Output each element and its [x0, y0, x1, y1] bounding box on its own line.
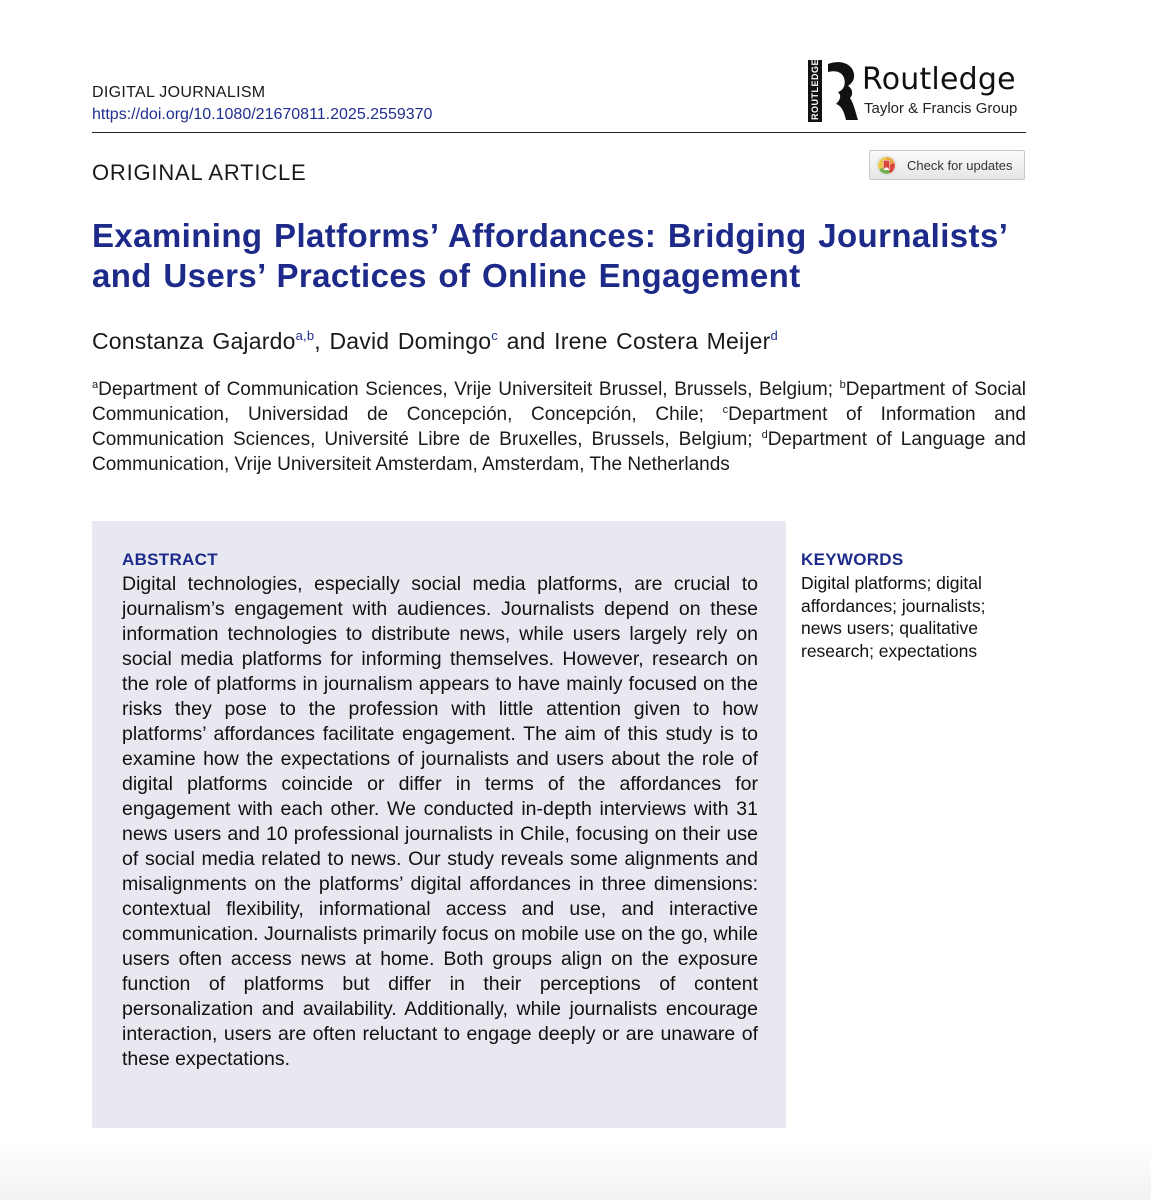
- affiliation-text: Department of Communication Sciences, Vrije Universiteit Brussel, Brussels, Belgium;: [98, 379, 840, 400]
- header-divider: [92, 132, 1026, 133]
- routledge-head-icon: [824, 60, 860, 122]
- keywords-heading: KEYWORDS: [801, 550, 904, 569]
- check-for-updates-button[interactable]: [869, 150, 1025, 180]
- publisher-logo: [808, 60, 1030, 124]
- page-bottom-edge: [0, 1140, 1151, 1200]
- affiliation-mark: c: [722, 404, 729, 416]
- check-updates-icon: [876, 155, 897, 176]
- affiliation-text: Department of Language and Communication, Vrije Universiteit Amsterdam, Amsterdam, The Netherlands: [92, 429, 1027, 475]
- author-affil-mark[interactable]: d: [770, 328, 778, 343]
- abstract-text: Digital technologies, especially social media platforms, are crucial to journalism’s engagement with audiences. Journalists depend on these information technologies to distribute news, while users largely rely on social media platforms for informing themselves. However, research on the role of platforms in journalism appears to have mainly focused on the risks they pose to the profession with little attention given to how platforms’ affordances facilitate engagement. The aim of this study is to examine how the expectations of journalists and users about the role of digital platforms coincide or differ in terms of the affordances for engagement with each other. We conducted in-depth interviews with 31 news users and 10 professional journalists in Chile, focusing on their use of social media related to news. Our study reveals some alignments and misalignments on the platforms’ digital affordances in three dimensions: contextual flexibility, informational access and use, and interactive communication. Journalists primarily focus on mobile use on the go, while users often access news at home. Both groups align on the exposure function of platforms but differ in their perceptions of content personalization and availability. Additionally, while journalists encourage interaction, users are often reluctant to engage deeply or are unaware of these expectations.: [122, 573, 758, 1070]
- affiliations: [92, 377, 1026, 477]
- publisher-name: Routledge: [862, 62, 1016, 97]
- logo-spine-text: ROUTLEDGE: [810, 58, 820, 120]
- journal-name: DIGITAL JOURNALISM: [92, 84, 266, 101]
- affiliation-text: Department of Information and Communication Sciences, Université Libre de Bruxelles, Brussels, Belgium;: [92, 404, 1026, 450]
- article-title: Examining Platforms’ Affordances: Bridging Journalists’ and Users’ Practices of Online Engagement: [92, 217, 1007, 294]
- author-affil-mark[interactable]: a,b: [295, 328, 315, 343]
- author-name[interactable]: Constanza Gajardo: [92, 328, 296, 354]
- check-updates-label: Check for updates: [907, 158, 1013, 173]
- affiliation-mark: d: [761, 429, 768, 441]
- author-name[interactable]: Irene Costera Meijer: [554, 328, 771, 354]
- author-name[interactable]: David Domingo: [329, 328, 492, 354]
- publisher-group: Taylor & Francis Group: [864, 100, 1018, 117]
- article-type: ORIGINAL ARTICLE: [92, 160, 307, 185]
- keywords-text: Digital platforms; digital affordances; journalists; news users; qualitative research; expectations: [801, 573, 986, 662]
- author-affil-mark[interactable]: c: [491, 328, 498, 343]
- affiliation-text: Department of Social Communication, Universidad de Concepción, Concepción, Chile;: [92, 379, 1026, 425]
- affiliation-mark: a: [92, 379, 99, 391]
- doi-link[interactable]: https://doi.org/10.1080/21670811.2025.2559370: [92, 106, 433, 123]
- abstract-heading: ABSTRACT: [122, 550, 218, 569]
- author-separator: ,: [314, 328, 330, 354]
- author-separator: and: [497, 328, 555, 354]
- author-list: [92, 328, 778, 355]
- affiliation-mark: b: [839, 379, 846, 391]
